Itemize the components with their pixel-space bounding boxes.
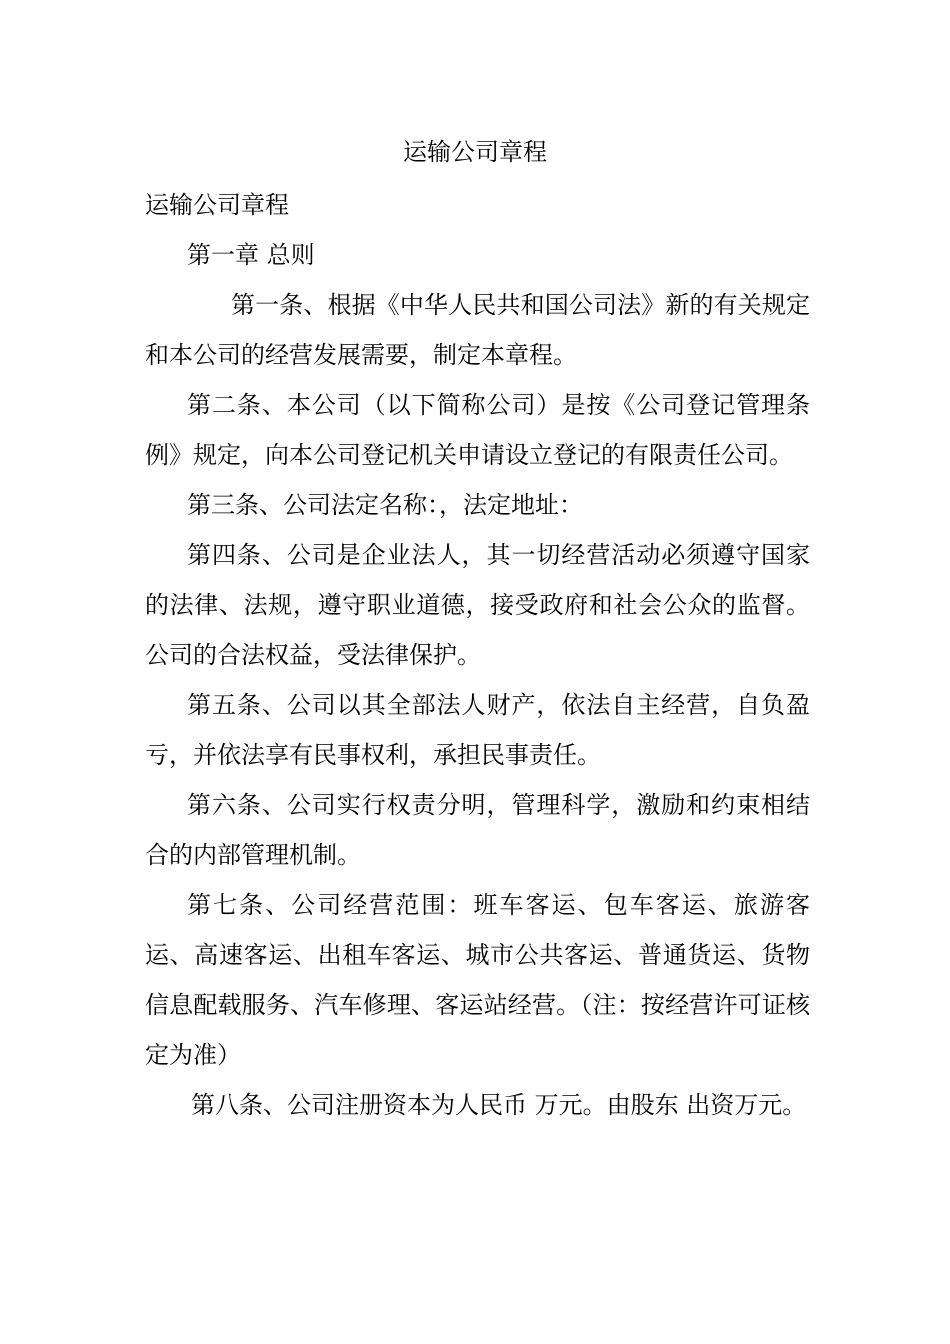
chapter-heading: 第一章 总则 [187, 241, 315, 269]
document-title: 运输公司章程 [403, 138, 547, 166]
article-3: 第三条、公司法定名称：，法定地址： [187, 491, 583, 519]
article-1: 第一条、根据《中华人民共和国公司法》新的有关规定和本公司的经营发展需要，制定本章程。 [145, 291, 810, 369]
article-8: 第八条、公司注册资本为人民币 万元。由股东 出资万元。 [191, 1091, 807, 1119]
article-4: 第四条、公司是企业法人，其一切经营活动必须遵守国家的法律、法规，遵守职业道德，接受政府和社会公众的监督。公司的合法权益，受法律保护。 [145, 541, 810, 669]
article-6: 第六条、公司实行权责分明，管理科学，激励和约束相结合的内部管理机制。 [145, 791, 810, 869]
article-5: 第五条、公司以其全部法人财产，依法自主经营，自负盈亏，并依法享有民事权利，承担民事责任。 [145, 691, 810, 769]
document-body [145, 180, 810, 1130]
article-2: 第二条、本公司（以下简称公司）是按《公司登记管理条例》规定，向本公司登记机关申请设立登记的有限责任公司。 [145, 391, 810, 469]
article-7: 第七条、公司经营范围：班车客运、包车客运、旅游客运、高速客运、出租车客运、城市公共客运、普通货运、货物信息配载服务、汽车修理、客运站经营。（注：按经营许可证核定为准） [145, 891, 810, 1069]
document-subtitle: 运输公司章程 [145, 191, 289, 219]
